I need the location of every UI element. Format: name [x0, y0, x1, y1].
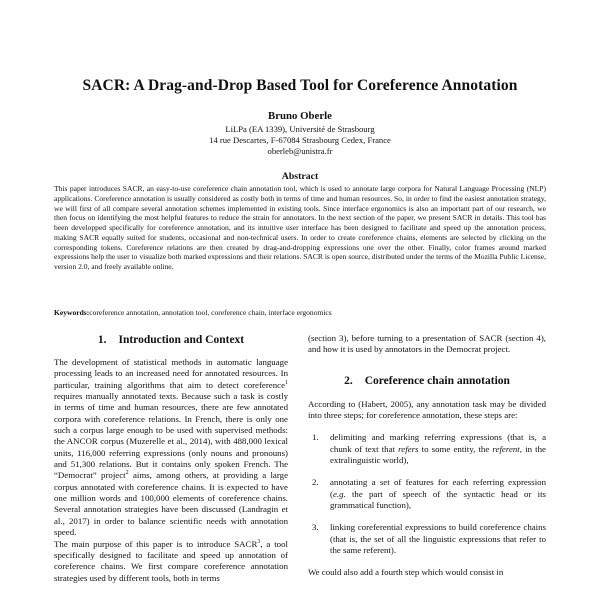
section-2-intro: According to (Habert, 2005), any annotation task may be divided into three steps; for coreference annotation, these steps are: [308, 398, 546, 421]
keywords-text: coreference annotation, annotation tool, coreference chain, interface ergonomics [89, 308, 332, 317]
author-email: oberleb@unistra.fr [267, 146, 333, 156]
list-item [308, 477, 546, 511]
footnote-marker: 3 [257, 538, 261, 545]
list-item [308, 522, 546, 556]
left-column [54, 333, 288, 584]
text-run: The development of statistical methods in automatic language processing leads to an increased need for annotated resources. In particular, training algorithms that aim to detect coreference [54, 357, 288, 390]
text-run: linking coreferential expressions to build coreference chains (that is, the set of all the linguistic expressions that refer to the same referent). [330, 522, 546, 556]
text-run: , in the extralinguistic world), [330, 443, 546, 466]
section-2-title: Coreference chain annotation [364, 374, 510, 387]
text-run: aims, among others, at providing a large corpus annotated with coreference chains. It is expected to have one million words and 100,000 elements of coreference chains. Several annotation strategies have been discussed (Landragin et al., 2017) in order to balance scientific needs with annotation speed. [54, 470, 288, 538]
abstract-text: This paper introduces SACR, an easy-to-use coreference chain annotation tool, which is used to annotate large corpora for Natural Language Processing (NLP) applications. Coreference annotation is usually considered as costly both in terms of time and human resources. So, in order to find the easiest annotation strategy, we will first of all compare several annotation schemes implemented in existing tools. Since interface ergonomics is also an important part of our research, we then focus on identifying the most helpful features to reduce the strain for annotators. In the next section of the paper, we present SACR in details. This tool has been developped specifically for coreference annotation, and its intuitive user interface has been designed to facilitate and speed up the annotation process, making SACR equally suited for students, occasional and non-technical users. In order to create coreference chains, elements are selected by clicking on the corresponding tokens. Coreference relations are then created by drag-and-dropping expressions one over the other. Finally, color frames around marked expressions help the user to visualize both marked expressions and their relations. SACR is open source, distributed under the terms of the Mozilla Public License, version 2.0, and freely available online. [54, 184, 546, 271]
right-column-intro: (section 3), before turning to a presentation of SACR (section 4), and how it is used by annotators in the Democrat project. [308, 333, 546, 355]
emphasis: refers [398, 443, 419, 454]
list-number: 1. [312, 432, 319, 443]
author-affiliation: LiLPa (EA 1339), Université de Strasbourg [225, 124, 375, 134]
paper-title: SACR: A Drag-and-Drop Based Tool for Coreference Annotation [82, 77, 518, 94]
abstract-heading: Abstract [281, 171, 319, 182]
section-1-heading [54, 333, 288, 347]
annotation-steps-list [308, 432, 546, 556]
footnote-marker: 2 [125, 470, 129, 477]
section-1-paragraph-2 [54, 539, 288, 584]
text-run: to some entity, the [418, 443, 493, 454]
footnote-marker: 1 [285, 379, 288, 386]
author-name: Bruno Oberle [268, 110, 332, 122]
keywords [54, 308, 546, 318]
section-1-number: 1. [97, 334, 107, 346]
text-run: the part of speech of the syntactic head or its grammatical function), [330, 488, 546, 511]
section-2-tail: We could also add a fourth step which would consist in [308, 567, 504, 578]
section-1-paragraph-1 [54, 357, 288, 539]
section-2-heading [308, 374, 546, 388]
author-address: 14 rue Descartes, F-67084 Strasbourg Cedex, France [209, 135, 391, 145]
emphasis: referent [492, 443, 520, 454]
text-run: requires manually annotated texts. Because such a task is costly in terms of time and human resources, there are few annotated corpora with coreference relations. In French, there is only one such a corpus large enough to be used with supervised methods: the ANCOR corpus (Muzerelle et al., 2014), with 488,000 lexical units, 116,000 referring expressions (only nouns and pronouns) and 51,300 relations. But it contains only spoken French. The “Democrat” project [54, 391, 288, 481]
text-run: delimiting and marking referring expressions (that is, a chunk of text that [330, 432, 546, 454]
keywords-label: Keywords: [54, 308, 90, 317]
section-1-title: Introduction and Context [118, 334, 245, 346]
text-run: The main purpose of this paper is to introduce SACR [54, 538, 258, 549]
list-number: 3. [312, 522, 319, 533]
text-run: annotating a set of features for each referring expression ( [330, 477, 546, 499]
right-column [308, 333, 546, 579]
section-2-number: 2. [344, 374, 353, 387]
emphasis: e.g. [332, 488, 346, 499]
list-item [308, 432, 546, 466]
list-number: 2. [312, 477, 319, 488]
text-run: , a tool specifically designed to facilitate and speed up annotation of coreference chains. We first compare coreference annotation strategies used by different tools, both in terms [54, 538, 288, 583]
